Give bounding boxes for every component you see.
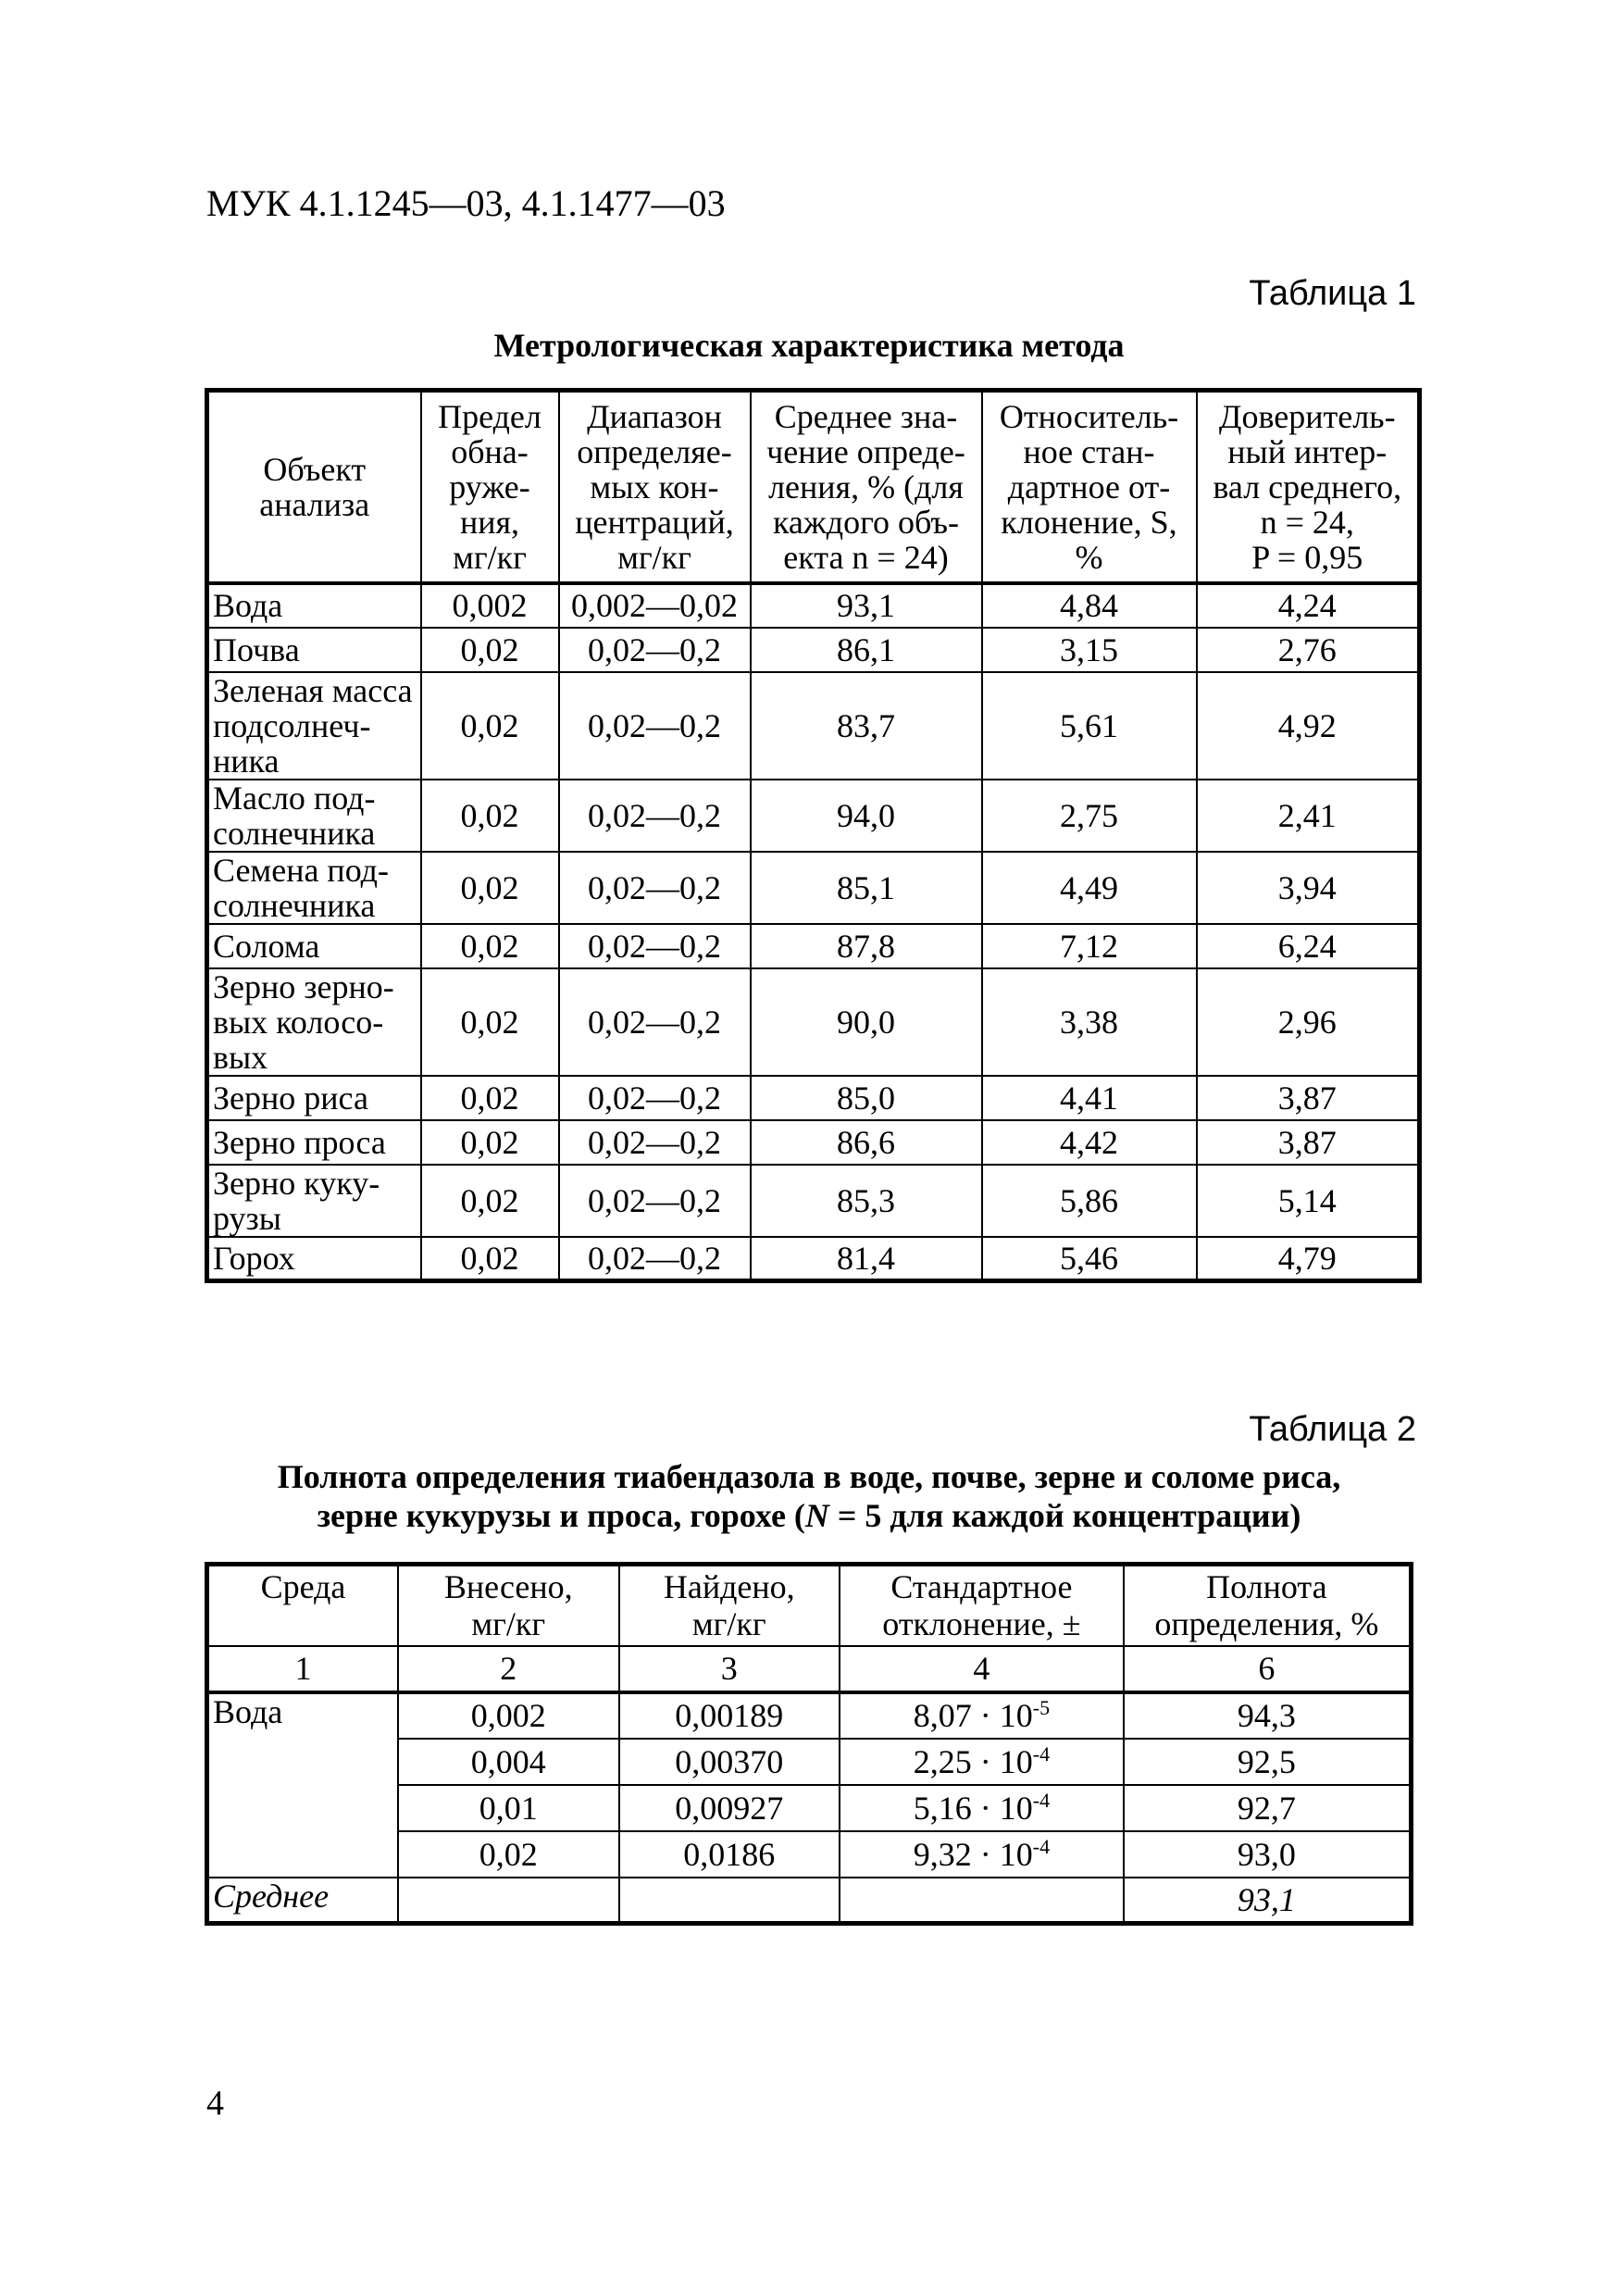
table1-row: [207, 1165, 1420, 1237]
t1-cell-ci: 2,41: [1197, 780, 1420, 852]
t2-cell-found: 0,00370: [619, 1739, 840, 1785]
t2-colnum: 3: [619, 1646, 840, 1692]
t1-cell-ci: 2,76: [1197, 628, 1420, 672]
t1-cell-range: 0,02—0,2: [559, 628, 751, 672]
t1-cell-mean: 86,1: [751, 628, 982, 672]
t1-cell-limit: 0,02: [421, 672, 559, 780]
t1-header-line: обна-: [451, 432, 529, 470]
table1-row: [207, 583, 1420, 628]
t1-cell-mean: 90,0: [751, 968, 982, 1076]
t1-cell-limit: 0,02: [421, 1120, 559, 1165]
t1-cell-limit: 0,02: [421, 968, 559, 1076]
t2-summary-empty: [398, 1878, 619, 1924]
table1-row: [207, 852, 1420, 924]
t1-cell-limit: 0,002: [421, 583, 559, 628]
t2-cell-recovery: 93,0: [1124, 1831, 1412, 1878]
t2-cell-sd: $8,07 \cdot 10^{-5}$: [840, 1692, 1124, 1739]
t2-summary-empty: [840, 1878, 1124, 1924]
table2-number-row: [207, 1646, 1412, 1692]
t2-cell-found: 0,00189: [619, 1692, 840, 1739]
t1-cell-ci: 3,87: [1197, 1120, 1420, 1165]
t2-colnum: 1: [207, 1646, 398, 1692]
t1-col-ci: [1197, 391, 1420, 583]
t1-header-line: Предел: [438, 397, 541, 435]
t1-cell-limit: 0,02: [421, 628, 559, 672]
t1-cell-object: Вода: [207, 583, 421, 628]
t1-header-line: Доверитель-: [1218, 397, 1396, 435]
t1-header-line: ный интер-: [1227, 432, 1388, 470]
t1-cell-range: 0,02—0,2: [559, 1237, 751, 1281]
t1-cell-ci: 4,24: [1197, 583, 1420, 628]
t1-cell-object: Солома: [207, 924, 421, 968]
t1-header-line: руже-: [449, 468, 530, 505]
t1-cell-ci: 6,24: [1197, 924, 1420, 968]
t2-cell-sd: $5,16 \cdot 10^{-4}$: [840, 1785, 1124, 1831]
t2-cell-sd: $9,32 \cdot 10^{-4}$: [840, 1831, 1124, 1878]
t1-header-line: определяе-: [577, 432, 732, 470]
t1-cell-mean: 83,7: [751, 672, 982, 780]
t2-cell-added: 0,01: [398, 1785, 619, 1831]
t1-col-mean: [751, 391, 982, 583]
t1-header-line: мг/кг: [453, 538, 527, 576]
t1-header-line: Среднее зна-: [774, 397, 958, 435]
table1-row: [207, 628, 1420, 672]
t1-col-range: [559, 391, 751, 583]
t1-cell-object: Зерно зерно- вых колосо- вых: [207, 968, 421, 1076]
t1-cell-mean: 93,1: [751, 583, 982, 628]
t2-cell-found: 0,00927: [619, 1785, 840, 1831]
table1-row: [207, 1120, 1420, 1165]
table2-label: Таблица 2: [1249, 1410, 1416, 1449]
table1-title: Метрологическая характеристика метода: [493, 327, 1125, 364]
t1-cell-object: Зерно куку- рузы: [207, 1165, 421, 1237]
t1-header-line: клонение, S,: [1001, 503, 1177, 541]
t1-cell-rsd: 5,61: [982, 672, 1197, 780]
t2-summary-empty: [619, 1878, 840, 1924]
t1-header-line: ления, % (для: [768, 468, 964, 505]
t1-cell-range: 0,02—0,2: [559, 780, 751, 852]
t2-colnum: 4: [840, 1646, 1124, 1692]
t1-cell-range: 0,02—0,2: [559, 924, 751, 968]
t1-header-line: каждого объ-: [772, 503, 959, 541]
t1-header-line: вал среднего,: [1213, 468, 1402, 505]
t2-cell-recovery: 92,5: [1124, 1739, 1412, 1785]
t1-cell-mean: 85,3: [751, 1165, 982, 1237]
t1-cell-limit: 0,02: [421, 1237, 559, 1281]
t1-cell-ci: 4,92: [1197, 672, 1420, 780]
t2-header-line: Внесено,: [443, 1568, 573, 1605]
t1-cell-object: Горох: [207, 1237, 421, 1281]
t1-col-limit: [421, 391, 559, 583]
table1-row: [207, 780, 1420, 852]
t1-cell-range: 0,02—0,2: [559, 1076, 751, 1120]
table2-recovery: [205, 1562, 1413, 1926]
t2-header-line: мг/кг: [471, 1605, 546, 1642]
t1-cell-limit: 0,02: [421, 852, 559, 924]
table2-title-line1: Полнота определения тиабендазола в воде, почве, зерне и соломе риса,: [277, 1458, 1341, 1495]
t1-cell-ci: 3,87: [1197, 1076, 1420, 1120]
t2-col-found: [619, 1565, 840, 1646]
t1-cell-object: Зерно риса: [207, 1076, 421, 1120]
t2-summary-recovery: 93,1: [1124, 1878, 1412, 1924]
t1-cell-rsd: 4,42: [982, 1120, 1197, 1165]
t2-summary-label: Среднее: [207, 1878, 398, 1924]
t1-cell-object: Почва: [207, 628, 421, 672]
table1-row: [207, 672, 1420, 780]
t2-colnum: 2: [398, 1646, 619, 1692]
t1-header-line: центраций,: [575, 503, 734, 541]
t2-header-line: Стандартное: [890, 1568, 1073, 1605]
t1-cell-rsd: 2,75: [982, 780, 1197, 852]
table1-row: [207, 924, 1420, 968]
t1-cell-range: 0,02—0,2: [559, 852, 751, 924]
t1-cell-rsd: 4,49: [982, 852, 1197, 924]
t1-header-line: n = 24,: [1260, 503, 1354, 541]
t2-cell-recovery: 92,7: [1124, 1785, 1412, 1831]
t1-cell-rsd: 3,15: [982, 628, 1197, 672]
t1-cell-object: Зеленая масса подсолнеч- ника: [207, 672, 421, 780]
t1-cell-mean: 86,6: [751, 1120, 982, 1165]
t1-cell-rsd: 5,86: [982, 1165, 1197, 1237]
t2-header-line: Найдено,: [663, 1568, 795, 1605]
t2-col-added: [398, 1565, 619, 1646]
t2-cell-recovery: 94,3: [1124, 1692, 1412, 1739]
t1-cell-range: 0,02—0,2: [559, 672, 751, 780]
t2-cell-added: 0,004: [398, 1739, 619, 1785]
document-code: МУК 4.1.1245—03, 4.1.1477—03: [206, 182, 726, 224]
table1-row: [207, 1237, 1420, 1281]
t1-cell-range: 0,02—0,2: [559, 968, 751, 1076]
t1-cell-limit: 0,02: [421, 1165, 559, 1237]
t2-header-line: определения, %: [1154, 1605, 1379, 1642]
t1-cell-range: 0,002—0,02: [559, 583, 751, 628]
t2-cell-added: 0,02: [398, 1831, 619, 1878]
t1-col-rsd: [982, 391, 1197, 583]
t1-header-line: P = 0,95: [1251, 538, 1363, 576]
t1-header-line: Объект: [263, 450, 367, 488]
t1-cell-rsd: 4,84: [982, 583, 1197, 628]
t2-col-medium: [207, 1565, 398, 1646]
t1-cell-mean: 87,8: [751, 924, 982, 968]
t2-col-recovery: [1124, 1565, 1412, 1646]
t1-cell-object: Зерно проса: [207, 1120, 421, 1165]
t1-header-line: мых кон-: [590, 468, 719, 505]
table1-label: Таблица 1: [1249, 274, 1416, 313]
t1-cell-ci: 2,96: [1197, 968, 1420, 1076]
t1-cell-limit: 0,02: [421, 924, 559, 968]
t1-cell-limit: 0,02: [421, 780, 559, 852]
t1-cell-range: 0,02—0,2: [559, 1165, 751, 1237]
table1-header-row: [207, 391, 1420, 583]
t1-header-line: Относитель-: [999, 397, 1179, 435]
t1-cell-mean: 85,1: [751, 852, 982, 924]
t1-header-line: анализа: [259, 485, 370, 523]
t1-header-line: ния,: [459, 503, 520, 541]
t1-cell-mean: 81,4: [751, 1237, 982, 1281]
t1-cell-ci: 5,14: [1197, 1165, 1420, 1237]
t1-header-line: дартное от-: [1007, 468, 1171, 505]
t1-cell-rsd: 7,12: [982, 924, 1197, 968]
t1-cell-rsd: 4,41: [982, 1076, 1197, 1120]
t1-cell-rsd: 5,46: [982, 1237, 1197, 1281]
page-number: 4: [206, 2084, 224, 2123]
table2-header-row: [207, 1565, 1412, 1646]
table2-title-line2: зерне кукурузы и проса, горохе (N = 5 для каждой концентрации): [317, 1497, 1301, 1534]
table2-title: [0, 1457, 1618, 1535]
t2-header-line: мг/кг: [691, 1605, 766, 1642]
t1-cell-ci: 4,79: [1197, 1237, 1420, 1281]
t1-cell-range: 0,02—0,2: [559, 1120, 751, 1165]
t1-cell-limit: 0,02: [421, 1076, 559, 1120]
t2-cell-medium: Вода: [207, 1692, 398, 1878]
table1-row: [207, 1076, 1420, 1120]
t2-col-sd: [840, 1565, 1124, 1646]
t1-header-line: Диапазон: [587, 397, 722, 435]
table1-metrology: [205, 388, 1422, 1283]
table1-row: [207, 968, 1420, 1076]
t2-header-line: отклонение, ±: [882, 1605, 1081, 1642]
t1-col-object: [207, 391, 421, 583]
t1-header-line: мг/кг: [617, 538, 691, 576]
t2-cell-sd: $2,25 \cdot 10^{-4}$: [840, 1739, 1124, 1785]
t1-header-line: ное стан-: [1023, 432, 1155, 470]
t1-header-line: екта n = 24): [783, 538, 949, 576]
table2-row: [207, 1692, 1412, 1739]
t2-colnum: 6: [1124, 1646, 1412, 1692]
t1-header-line: %: [1075, 538, 1103, 576]
t1-cell-mean: 94,0: [751, 780, 982, 852]
t1-header-line: чение опреде-: [766, 432, 965, 470]
t2-cell-added: 0,002: [398, 1692, 619, 1739]
t1-cell-mean: 85,0: [751, 1076, 982, 1120]
t1-cell-object: Масло под- солнечника: [207, 780, 421, 852]
t1-cell-ci: 3,94: [1197, 852, 1420, 924]
t2-header-line: Среда: [260, 1568, 346, 1605]
table2-summary-row: [207, 1878, 1412, 1924]
t1-cell-object: Семена под- солнечника: [207, 852, 421, 924]
t2-header-line: Полнота: [1206, 1568, 1327, 1605]
t2-cell-found: 0,0186: [619, 1831, 840, 1878]
t1-cell-rsd: 3,38: [982, 968, 1197, 1076]
